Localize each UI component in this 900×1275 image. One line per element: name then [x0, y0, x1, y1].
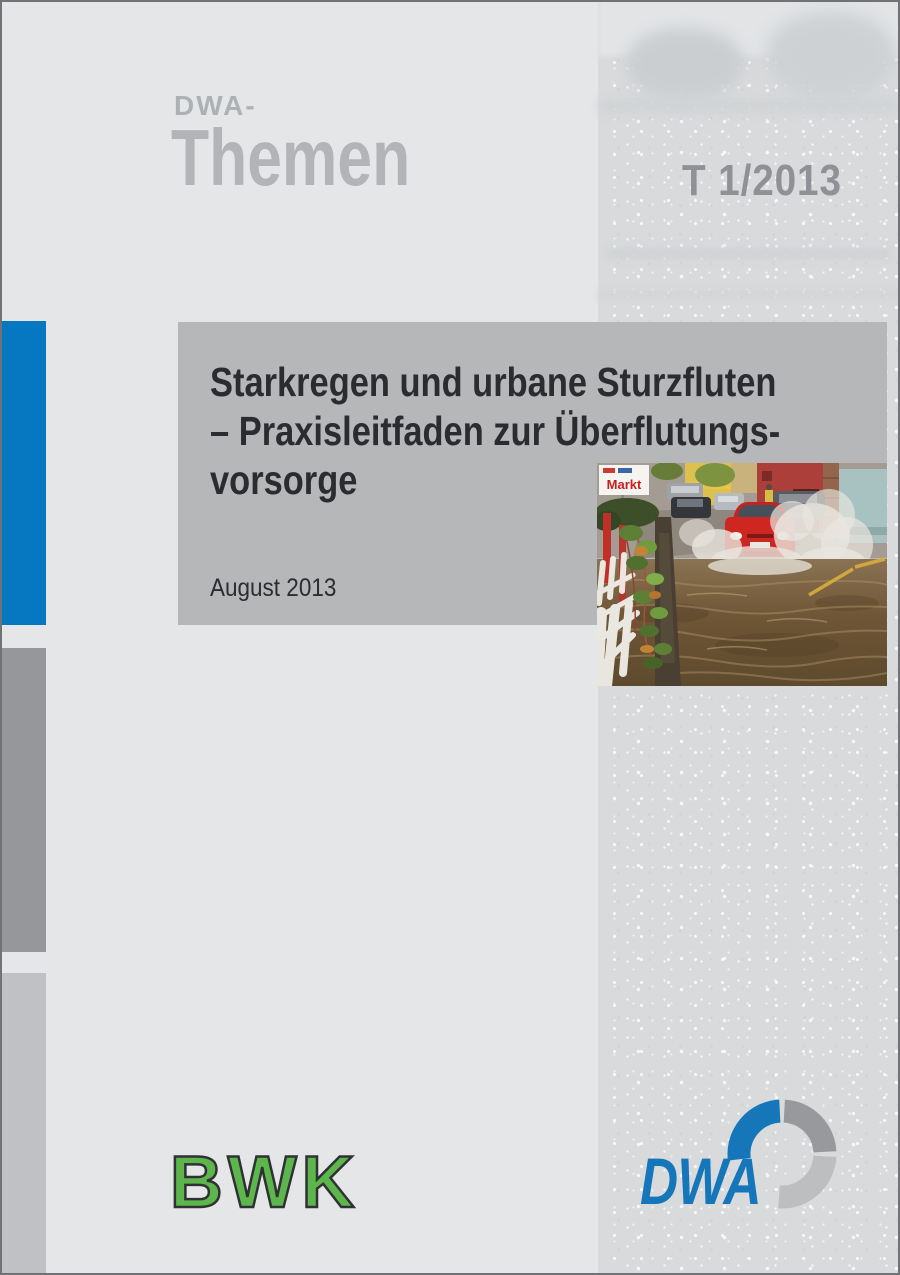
dwa-logo [640, 1090, 855, 1220]
series-title: Themen [171, 113, 411, 202]
dwa-ring-segment-gray [784, 1111, 825, 1152]
accent-bar-blue [0, 321, 46, 625]
title-line: – Praxisleitfaden zur Überflutungs- [210, 408, 781, 454]
texture-ghost-tree [766, 12, 896, 100]
texture-ghost-hedge [598, 98, 900, 114]
accent-bar-gray-light [0, 973, 46, 1275]
bwk-logo: BWK [170, 1142, 360, 1223]
texture-ghost-streak [606, 248, 892, 259]
issue-number: T 1/2013 [682, 156, 842, 205]
series-prefix: DWA- [174, 90, 257, 121]
accent-bar-gray-dark [0, 648, 46, 952]
flood-photo [597, 463, 887, 686]
title-line: Starkregen und urbane Sturzfluten [210, 359, 777, 405]
dwa-logo-text: DWA [640, 1144, 761, 1218]
dwa-ring-segment-light [779, 1156, 825, 1197]
texture-ghost-tree [626, 28, 744, 100]
publication-date: August 2013 [210, 574, 337, 602]
svg-text:Markt: Markt [606, 477, 642, 492]
title-line: vorsorge [210, 457, 358, 503]
texture-ghost-streak [598, 290, 900, 299]
